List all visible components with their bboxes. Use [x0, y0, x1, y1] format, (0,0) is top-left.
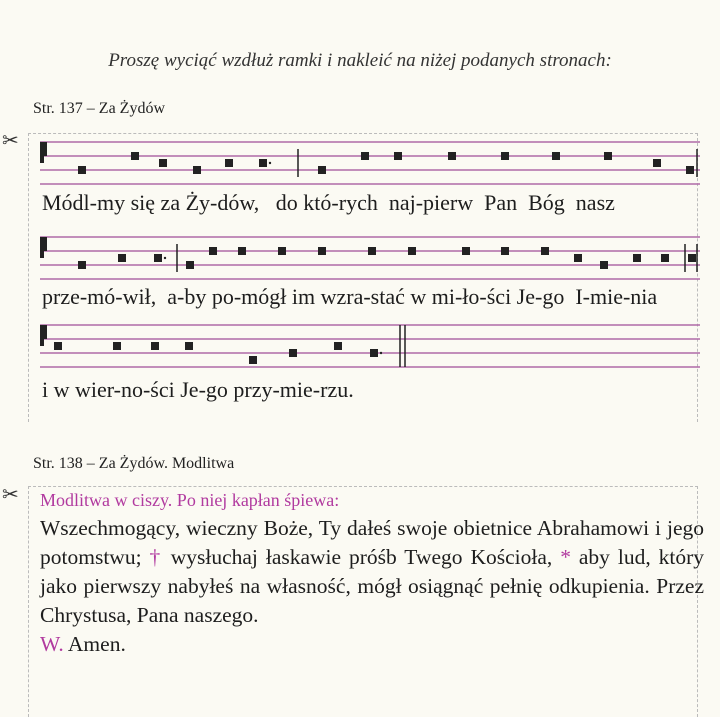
note-dot: [164, 257, 166, 259]
neume-note: [289, 349, 297, 357]
neume-note: [154, 254, 162, 262]
section-header-138: Str. 138 – Za Żydów. Modlitwa: [33, 455, 235, 472]
neume-note: [552, 152, 560, 160]
c-clef-icon: [40, 332, 44, 346]
neume-note: [193, 166, 201, 174]
neume-note: [462, 247, 470, 255]
c-clef-icon: [40, 244, 44, 258]
neume-note: [686, 166, 694, 174]
lyrics-line-3: i w wier-no-ści Je-go przy-mie-rzu.: [42, 377, 354, 402]
prayer-part-1: Wszechmogący, wieczny Boże, Ty dałeś swoje obietnice Abrahamowi i jego potomstwu;: [40, 516, 704, 569]
neume-note: [334, 342, 342, 350]
star-mark: *: [560, 545, 571, 569]
neume-note: [541, 247, 549, 255]
neume-note: [600, 261, 608, 269]
neume-note: [185, 342, 193, 350]
lyrics-line-1: Módl-my się za Ży-dów, do któ-rych naj-pierw Pan Bóg nasz: [42, 190, 615, 215]
neume-note: [361, 152, 369, 160]
neume-note: [159, 159, 167, 167]
neume-note: [318, 247, 326, 255]
neume-note: [249, 356, 257, 364]
neume-note: [633, 254, 641, 262]
neume-note: [688, 254, 696, 262]
response-text: Amen.: [67, 632, 126, 656]
scissors-icon: ✂: [2, 130, 19, 152]
lyrics-line-2: prze-mó-wił, a-by po-mógł im wzra-stać w mi-ło-ści Je-go I-mie-nia: [42, 284, 658, 309]
neume-note: [118, 254, 126, 262]
neume-note: [574, 254, 582, 262]
note-dot: [269, 162, 271, 164]
neume-note: [370, 349, 378, 357]
neume-note: [653, 159, 661, 167]
neume-note: [448, 152, 456, 160]
section-header-137: Str. 137 – Za Żydów: [33, 100, 165, 117]
dagger-mark: †: [149, 545, 163, 569]
neume-note: [113, 342, 121, 350]
neume-note: [501, 152, 509, 160]
prayer-text: [40, 514, 704, 659]
response-mark: W.: [40, 632, 64, 656]
prayer-part-3: aby lud, który jako pierwszy nabyłeś na własność, mógł osiągnąć pełnię odkupienia. Przez Chrystusa, Pana naszego.: [40, 545, 705, 627]
neume-note: [54, 342, 62, 350]
neume-note: [225, 159, 233, 167]
neume-note: [661, 254, 669, 262]
neume-note: [238, 247, 246, 255]
neume-note: [368, 247, 376, 255]
neume-note: [186, 261, 194, 269]
neume-note: [151, 342, 159, 350]
neume-note: [278, 247, 286, 255]
instruction: Proszę wyciąć wzdłuż ramki i nakleić na niżej podanych stronach:: [108, 50, 612, 71]
neume-note: [131, 152, 139, 160]
neume-note: [394, 152, 402, 160]
rubric: Modlitwa w ciszy. Po niej kapłan śpiewa:: [40, 490, 340, 510]
neume-note: [78, 166, 86, 174]
neume-note: [78, 261, 86, 269]
neume-note: [408, 247, 416, 255]
prayer-part-2: wysłuchaj łaskawie próśb Twego Kościoła,: [170, 545, 553, 569]
c-clef-icon: [40, 149, 44, 163]
note-dot: [380, 352, 382, 354]
neume-note: [259, 159, 267, 167]
scissors-icon: ✂: [2, 484, 19, 506]
neume-note: [209, 247, 217, 255]
neume-note: [604, 152, 612, 160]
neume-note: [318, 166, 326, 174]
neume-note: [501, 247, 509, 255]
